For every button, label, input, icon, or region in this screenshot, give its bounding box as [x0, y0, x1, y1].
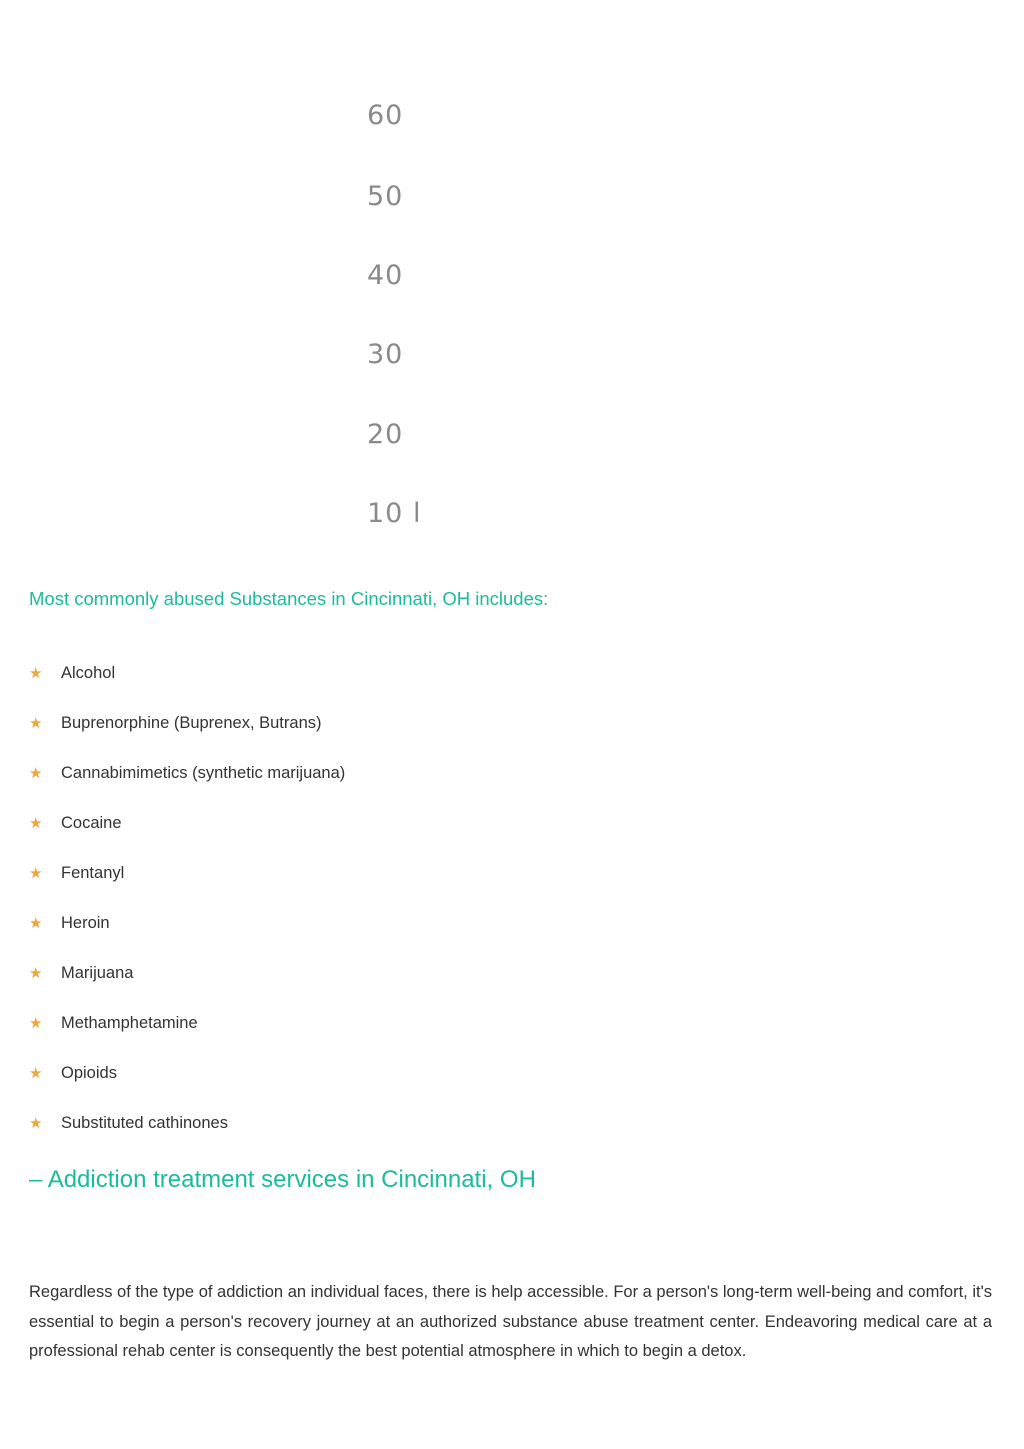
- substance-label: Substituted cathinones: [61, 1114, 228, 1132]
- star-icon: ★: [29, 964, 43, 982]
- axis-label-10: 10 l: [367, 498, 422, 529]
- list-item: [29, 1012, 345, 1062]
- substance-list: [29, 662, 345, 1162]
- list-item: [29, 662, 345, 712]
- axis-label-50: 50: [367, 181, 404, 212]
- list-item: [29, 962, 345, 1012]
- list-item: [29, 762, 345, 812]
- substance-label: Opioids: [61, 1064, 117, 1082]
- star-icon: ★: [29, 1014, 43, 1032]
- substances-intro-heading: Most commonly abused Substances in Cincinnati, OH includes:: [29, 588, 549, 609]
- treatment-services-heading: – Addiction treatment services in Cincinnati, OH: [29, 1166, 536, 1193]
- substance-label: Methamphetamine: [61, 1014, 198, 1032]
- star-icon: ★: [29, 764, 43, 782]
- star-icon: ★: [29, 714, 43, 732]
- body-paragraph: Regardless of the type of addiction an individual faces, there is help accessible. For a person's long-term well-being and comfort, it's essential to begin a person's recovery journey at an authorized substance abuse treatment center. Endeavoring medical care at a professional rehab center is consequently the best potential atmosphere in which to begin a detox.: [29, 1283, 992, 1360]
- substance-label: Fentanyl: [61, 864, 125, 882]
- list-item: [29, 1062, 345, 1112]
- star-icon: ★: [29, 864, 43, 882]
- axis-label-20: 20: [367, 419, 404, 450]
- axis-labels: [367, 0, 487, 560]
- list-item: [29, 712, 345, 762]
- substance-label: Marijuana: [61, 964, 134, 982]
- substance-label: Heroin: [61, 914, 110, 932]
- axis-label-40: 40: [367, 260, 404, 291]
- axis-label-30: 30: [367, 339, 404, 370]
- list-item: [29, 1112, 345, 1162]
- substance-label: Cannabimimetics (synthetic marijuana): [61, 764, 346, 782]
- star-icon: ★: [29, 914, 43, 932]
- list-item: [29, 912, 345, 962]
- star-icon: ★: [29, 814, 43, 832]
- list-item: [29, 862, 345, 912]
- axis-label-60: 60: [367, 100, 404, 131]
- substance-label: Alcohol: [61, 664, 116, 682]
- star-icon: ★: [29, 1114, 43, 1132]
- substance-label: Buprenorphine (Buprenex, Butrans): [61, 714, 322, 732]
- star-icon: ★: [29, 664, 43, 682]
- star-icon: ★: [29, 1064, 43, 1082]
- list-item: [29, 812, 345, 862]
- substance-label: Cocaine: [61, 814, 122, 832]
